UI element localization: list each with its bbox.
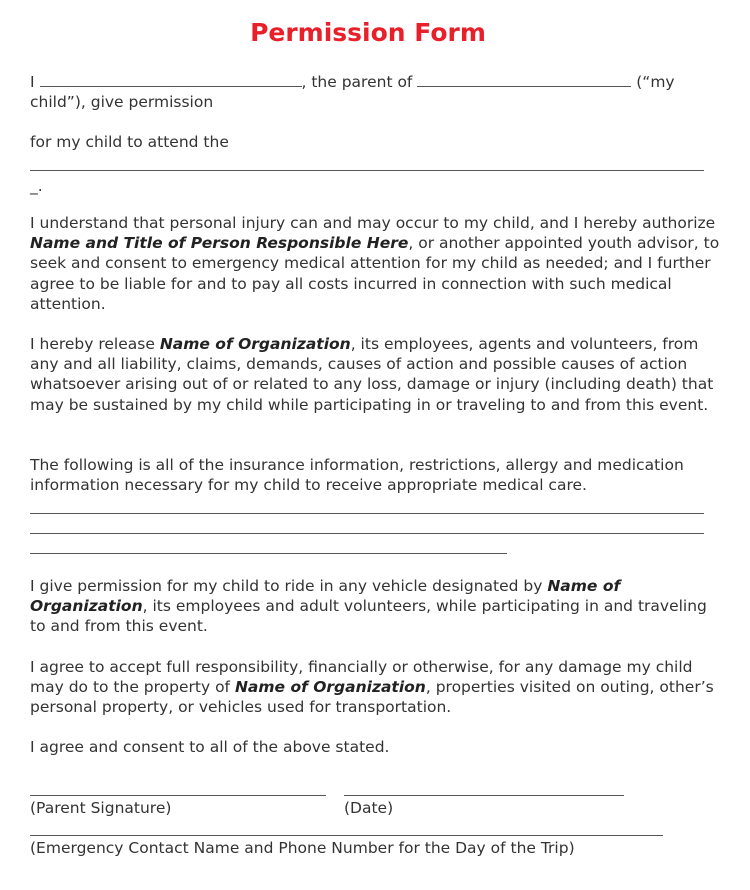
para1-text-a: I understand that personal injury can and may occur to my child, and I hereby authorize: [30, 214, 716, 232]
para2-text-a: I hereby release: [30, 335, 160, 353]
form-title: Permission Form: [250, 18, 486, 47]
intro-line-1: [30, 72, 675, 92]
date-label: (Date): [344, 799, 394, 817]
para2-text-b: , its employees, agents and volunteers, from any and all liability, claims, demands, causes of action and possible causes of action whatsoever arising out of or related to any loss, damage or injury (including death) that may be sustained by my child while participating in or traveling to and from this event.: [30, 335, 714, 414]
insurance-info-blank-1[interactable]: [30, 513, 704, 514]
parent-signature-label: (Parent Signature): [30, 799, 172, 817]
insurance-info-blank-2[interactable]: [30, 533, 704, 534]
release-paragraph: [30, 334, 720, 415]
attend-line: for my child to attend the: [30, 133, 229, 151]
parent-signature-line[interactable]: [30, 795, 326, 796]
insurance-info-blank-3[interactable]: [30, 553, 507, 554]
para1-text-b: , or another appointed youth advisor, to seek and consent to emergency medical attention for my child as needed; and I further agree to be liable for and to pay all costs incurred in connection with such medical attention.: [30, 234, 720, 313]
intro-i-text: I: [30, 73, 40, 91]
emergency-contact-line[interactable]: [30, 835, 663, 836]
para5-text-b: , properties visited on outing, other’s personal property, or vehicles used for transportation.: [30, 678, 714, 717]
consent-statement: I agree and consent to all of the above stated.: [30, 738, 390, 756]
organization-placeholder: Name of Organization: [159, 335, 351, 353]
emergency-contact-label: (Emergency Contact Name and Phone Number for the Day of the Trip): [30, 839, 575, 857]
para4-text-a: I give permission for my child to ride in any vehicle designated by: [30, 577, 548, 595]
intro-line-2: child”), give permission: [30, 93, 214, 111]
organization-placeholder: Name of Organization: [234, 678, 426, 697]
date-line[interactable]: [344, 795, 624, 796]
child-name-blank[interactable]: [417, 72, 631, 87]
responsibility-paragraph: [30, 657, 720, 718]
para5-text-a: I agree to accept full responsibility, financially or otherwise, for any damage my child may do to the property of: [30, 658, 693, 697]
para4-text-b: , its employees and adult volunteers, while participating in and traveling to and from this event.: [30, 597, 707, 636]
injury-consent-paragraph: [30, 213, 720, 314]
parent-name-blank[interactable]: [40, 72, 302, 87]
event-name-blank[interactable]: [30, 170, 704, 171]
intro-parent-of-text: , the parent of: [301, 73, 418, 91]
organization-placeholder: Name of Organization: [30, 577, 621, 616]
responsible-person-placeholder: Name and Title of Person Responsible Here: [30, 234, 409, 253]
intro-my-child-text: (“my: [631, 73, 675, 91]
insurance-info-paragraph: The following is all of the insurance information, restrictions, allergy and medication information necessary for my child to receive appropriate medical care.: [30, 456, 684, 495]
event-end-mark: _.: [30, 177, 43, 195]
vehicle-permission-paragraph: [30, 576, 720, 637]
